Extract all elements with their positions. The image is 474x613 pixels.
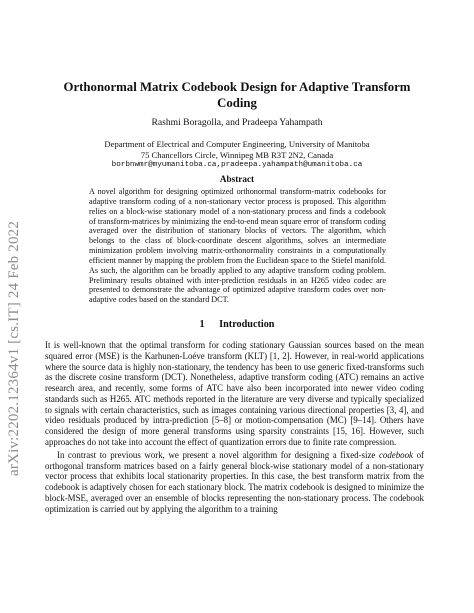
section-heading-introduction (60, 319, 414, 330)
abstract-heading: Abstract (219, 174, 255, 184)
paragraph (45, 450, 424, 515)
section-title: Introduction (219, 319, 275, 330)
affiliation-address: 75 Chancellors Circle, Winnipeg MB R3T 2N2, Canada (140, 149, 334, 160)
emphasized-term: codebook (378, 449, 413, 460)
affiliation-department: Department of Electrical and Computer Engineering, University of Manitoba (104, 139, 370, 149)
paragraph-text: of orthogonal transform matrices based on a fairly general block-wise stationary model of a non-stationary vector process that exhibits local stationarity properties. In this case, the best transform matrix from the codebook is adaptively chosen for each stationary block. The matrix codebook is designed to minimize the block-MSE, averaged over an ensemble of blocks representing the non-stationary process. The codebook optimization is carried out by applying the algorithm to a training (45, 449, 424, 514)
arxiv-identifier[interactable]: arXiv:2202.12364v1 [cs.IT] 24 Feb 2022 (6, 220, 22, 476)
author-list: Rashmi Boragolla, and Pradeepa Yahampath (151, 117, 323, 128)
affiliation-block (60, 139, 414, 171)
section-number: 1 (199, 319, 205, 330)
paragraph: It is well-known that the optimal transform for coding stationary Gaussian sources based on the mean squared error (MSE) is the Karhunen-Loéve transform (KLT) [1, 2]. However, in real-world applications where the source data is highly non-stationary, the tendency has been to use generic fixed-transforms such as the discrete cosine transform (DCT). Nonetheless, adaptive transform coding (ATC) remains an active research area, and recently, some forms of ATC have also been incorporated into newer video coding standards such as H265. ATC methods reported in the literature are very diverse and typically specialized to signals with certain characteristics, such as images containing various directional properties [3, 4], and video residuals produced by intra-prediction [5–8] or motion-compensation (MC) [9–14]. Others have considered the design of more general transforms using sparsity constraints [15, 16]. However, such approaches do not take into account the effect of quantization errors due to finite rate compression. (45, 340, 424, 448)
author-emails[interactable]: borbnwmr@myumanitoba.ca,pradeepa.yahampath@umanitoba.ca (111, 161, 363, 170)
paper-title: Orthonormal Matrix Codebook Design for Adaptive Transform Coding (63, 80, 411, 110)
introduction-body (45, 340, 424, 515)
paragraph-text: In contrast to previous work, we present a novel algorithm for designing a fixed-size (57, 449, 379, 460)
abstract-text: A novel algorithm for designing optimized orthonormal transform-matrix codebooks for adaptive transform coding of a non-stationary vector process is proposed. This algorithm relies on a block-wise stationary model of a non-stationary process and finds a codebook of transform-matrices by minimizing the end-to-end mean square error of transform coding averaged over the distribution of stationary blocks of vectors. The algorithm, which belongs to the class of block-coordinate descent algorithms, solves an intermediate minimization problem involving matrix-orthonormality constraints in a computationally efficient manner by mapping the problem from the Euclidean space to the Stiefel manifold. As such, the algorithm can be broadly applied to any adaptive transform coding problem. Preliminary results obtained with inter-prediction residuals in an H265 video codec are presented to demonstrate the advantage of optimized adaptive transform codes over non-adaptive codes based on the standard DCT. (89, 187, 386, 305)
